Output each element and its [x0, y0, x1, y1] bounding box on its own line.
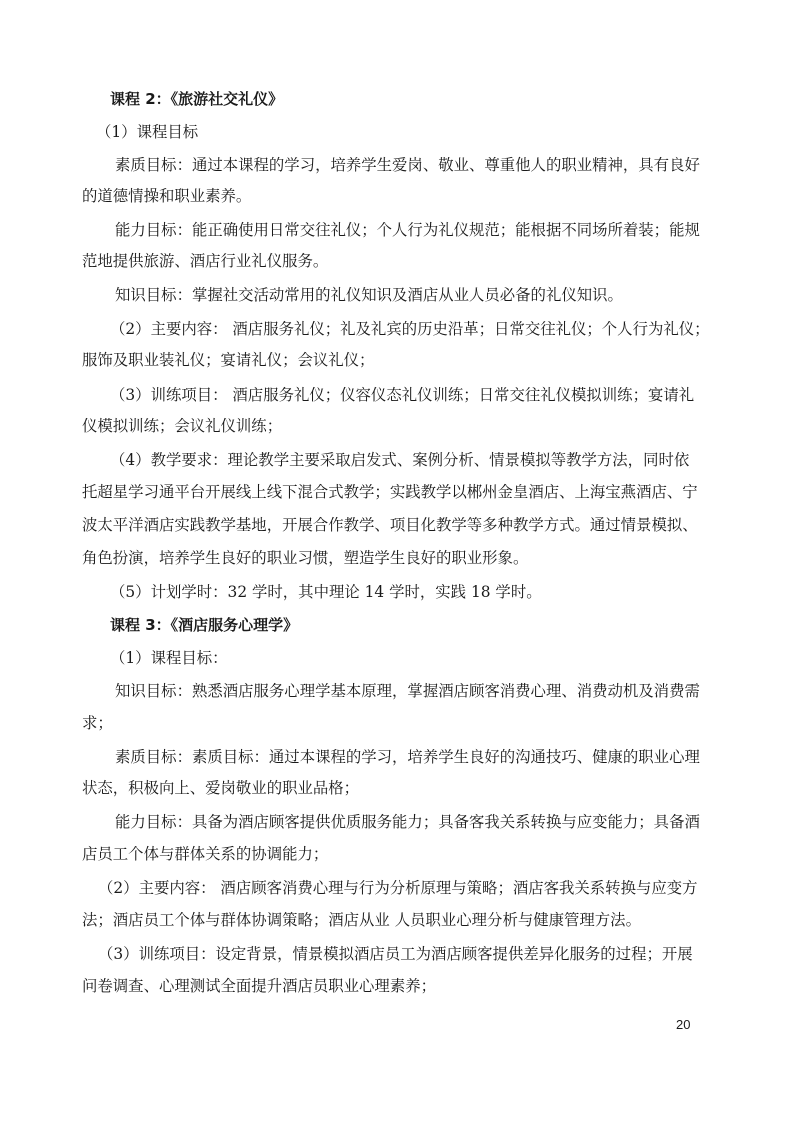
course2-objectives-heading: （1）课程目标: [96, 123, 199, 141]
course2-quality-line1: 素质目标：通过本课程的学习，培养学生爱岗、敬业、尊重他人的职业精神，具有良好: [115, 156, 700, 174]
course3-quality-line2: 状态，积极向上、爱岗敬业的职业品格；: [82, 779, 360, 797]
course2-content-line1: （2）主要内容： 酒店服务礼仪；礼及礼宾的历史沿革；日常交往礼仪；个人行为礼仪；: [110, 320, 710, 338]
course2-training-line2: 仪模拟训练；会议礼仪训练；: [82, 417, 283, 435]
page-number: 20: [676, 1017, 691, 1032]
course2-teaching-line3: 波太平洋酒店实践教学基地，开展合作教学、项目化教学等多种教学方式。通过情景模拟、: [82, 516, 698, 534]
course3-training-line2: 问卷调查、心理测试全面提升酒店员职业心理素养；: [82, 977, 436, 995]
course2-teaching-line4: 角色扮演，培养学生良好的职业习惯，塑造学生良好的职业形象。: [82, 549, 529, 567]
course3-knowledge-line1: 知识目标：熟悉酒店服务心理学基本原理，掌握酒店顾客消费心理、消费动机及消费需: [115, 682, 700, 700]
course3-knowledge-line2: 求；: [82, 714, 113, 732]
course2-ability-line2: 范地提供旅游、酒店行业礼仪服务。: [82, 252, 329, 270]
course2-content-line2: 服饰及职业装礼仪；宴请礼仪；会议礼仪；: [82, 351, 375, 369]
course2-knowledge-line1: 知识目标：掌握社交活动常用的礼仪知识及酒店从业人员必备的礼仪知识。: [115, 286, 623, 304]
course3-ability-line1: 能力目标：具备为酒店顾客提供优质服务能力；具备客我关系转换与应变能力；具备酒: [115, 813, 700, 831]
course3-content-line1: （2）主要内容： 酒店顾客消费心理与行为分析原理与策略；酒店客我关系转换与应变方: [98, 879, 698, 897]
course3-ability-line2: 店员工个体与群体关系的协调能力；: [82, 845, 329, 863]
course3-title: 课程 3：《酒店服务心理学》: [110, 616, 299, 634]
course2-teaching-line2: 托超星学习通平台开展线上线下混合式教学；实践教学以郴州金皇酒店、上海宝燕酒店、宁: [82, 483, 698, 501]
course3-content-line2: 法；酒店员工个体与群体协调策略；酒店从业 人员职业心理分析与健康管理方法。: [82, 911, 641, 929]
course2-hours-line1: （5）计划学时：32 学时，其中理论 14 学时，实践 18 学时。: [110, 583, 542, 601]
course3-training-line1: （3）训练项目：设定背景，情景模拟酒店员工为酒店顾客提供差异化服务的过程；开展: [98, 945, 693, 963]
course2-teaching-line1: （4）教学要求：理论教学主要采取启发式、案例分析、情景模拟等教学方法，同时依: [110, 451, 690, 469]
course2-ability-line1: 能力目标：能正确使用日常交往礼仪；个人行为礼仪规范；能根据不同场所着装；能规: [115, 221, 700, 239]
course3-quality-line1: 素质目标：素质目标：通过本课程的学习，培养学生良好的沟通技巧、健康的职业心理: [115, 748, 700, 766]
course3-objectives-heading: （1）课程目标：: [110, 649, 228, 667]
course2-training-line1: （3）训练项目： 酒店服务礼仪；仪容仪态礼仪训练；日常交往礼仪模拟训练；宴请礼: [110, 386, 695, 404]
course2-title: 课程 2：《旅游社交礼仪》: [110, 90, 284, 108]
course2-quality-line2: 的道德情操和职业素养。: [82, 187, 252, 205]
